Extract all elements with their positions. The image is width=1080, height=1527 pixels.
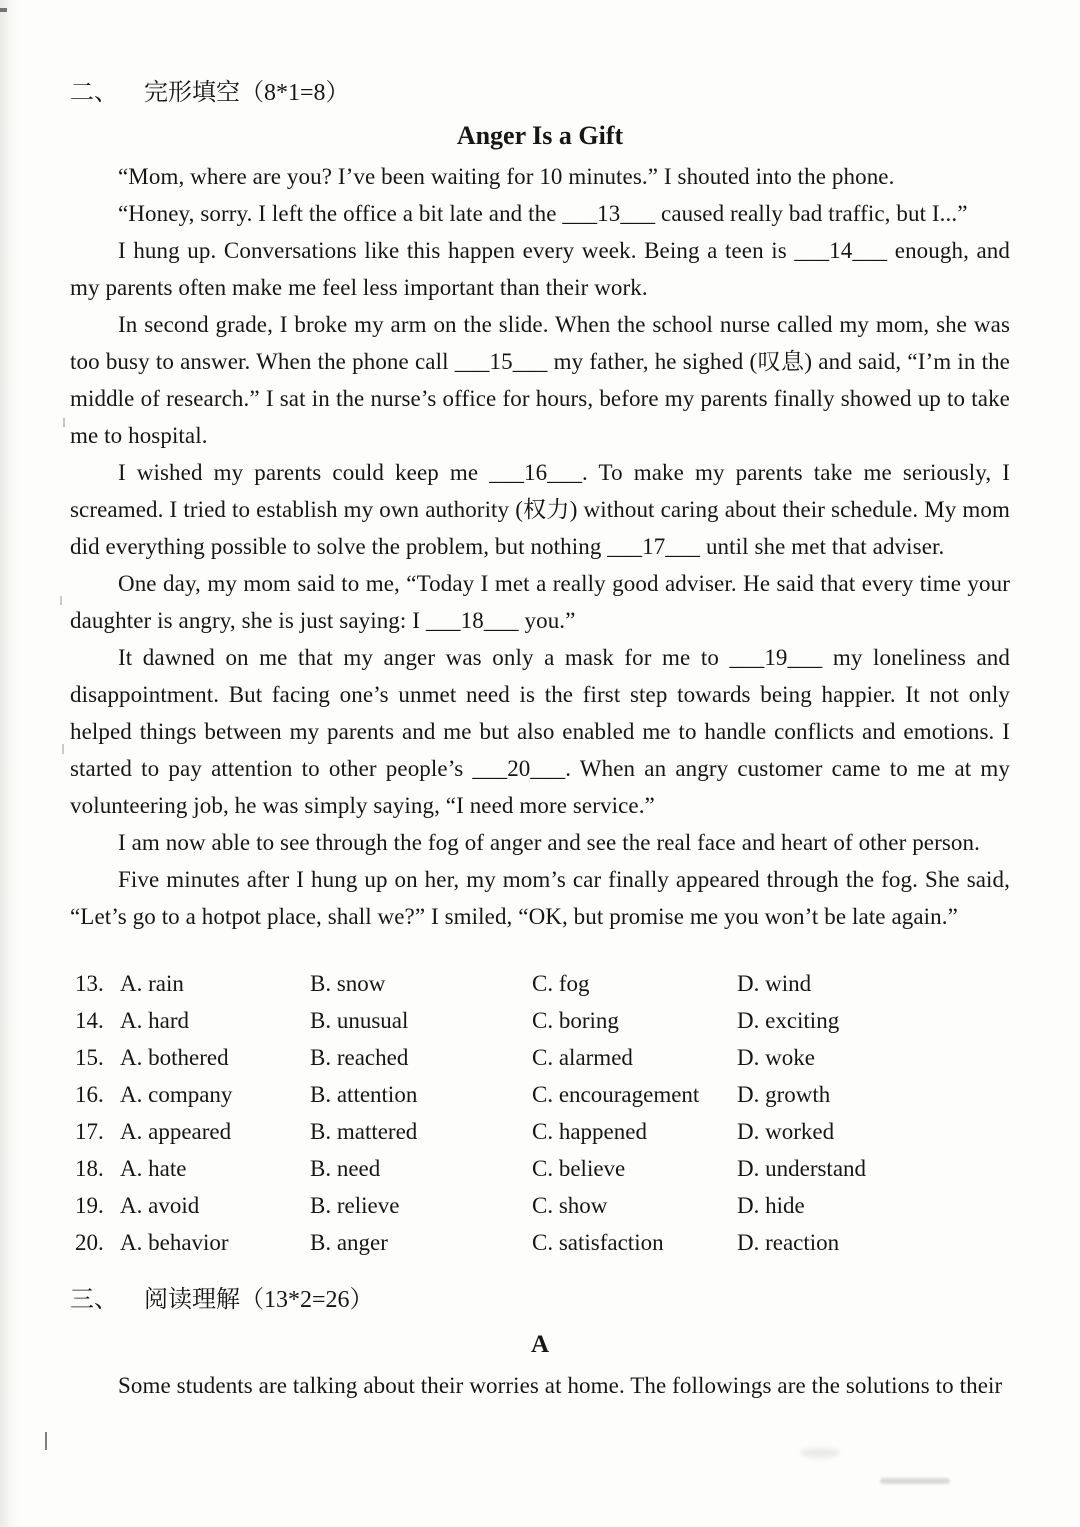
option-b: B. attention	[310, 1082, 418, 1107]
option-c: C. fog	[532, 971, 590, 996]
question-number: 14.	[75, 1008, 104, 1033]
option-a: A. appeared	[120, 1119, 232, 1144]
option-a: A. avoid	[120, 1193, 200, 1218]
option-c: C. boring	[532, 1008, 619, 1033]
option-b: B. need	[310, 1156, 381, 1181]
question-number: 20.	[75, 1230, 104, 1255]
passage-paragraph: Five minutes after I hung up on her, my mom’s car finally appeared through the fog. She said, “Let’s go to a hotpot place, shall we?” I smiled, “OK, but promise me you won’t be late again.”	[70, 867, 1010, 929]
option-a: A. company	[120, 1082, 233, 1107]
passage-paragraph: I am now able to see through the fog of anger and see the real face and heart of other person.	[118, 830, 980, 855]
question-row	[70, 1113, 1010, 1150]
reading-intro-paragraph: Some students are talking about their worries at home. The followings are the solutions to their	[118, 1373, 1003, 1398]
option-d: D. wind	[737, 971, 812, 996]
passage-title: Anger Is a Gift	[456, 121, 624, 150]
scan-artifact	[63, 418, 65, 427]
option-b: B. mattered	[310, 1119, 418, 1144]
option-c: C. alarmed	[532, 1045, 633, 1070]
option-d: D. exciting	[737, 1008, 840, 1033]
option-d: D. growth	[737, 1082, 831, 1107]
scan-smudge	[800, 1448, 840, 1458]
question-number: 15.	[75, 1045, 104, 1070]
option-c: C. satisfaction	[532, 1230, 664, 1255]
question-row	[70, 1224, 1010, 1261]
reading-passage-label: A	[530, 1331, 550, 1358]
question-number: 16.	[75, 1082, 104, 1107]
option-b: B. relieve	[310, 1193, 400, 1218]
cloze-section-header	[70, 76, 1010, 110]
question-number: 19.	[75, 1193, 104, 1218]
question-row	[70, 1002, 1010, 1039]
option-b: B. reached	[310, 1045, 409, 1070]
cloze-section-title: 完形填空（8*1=8）	[144, 80, 350, 106]
scan-smudge	[880, 1478, 950, 1484]
passage-paragraph: I hung up. Conversations like this happen every week. Being a teen is ___14___ enough, and my parents often make me feel less important than their work.	[70, 238, 1010, 300]
reading-section-title: 阅读理解（13*2=26）	[144, 1287, 374, 1313]
option-d: D. woke	[737, 1045, 815, 1070]
option-d: D. reaction	[737, 1230, 840, 1255]
scan-artifact	[62, 744, 64, 754]
option-a: A. rain	[120, 971, 184, 996]
question-row	[70, 965, 1010, 1002]
passage-paragraph: It dawned on me that my anger was only a mask for me to ___19___ my loneliness and disappointment. But facing one’s unmet need is the first step towards being happier. It not only helped things between my parents and me but also enabled me to handle conflicts and emotions. I started to pay attention to other people’s ___20___. When an angry customer came to me at my volunteering job, he was simply saying, “I need more service.”	[70, 645, 1010, 818]
question-row	[70, 1039, 1010, 1076]
passage-paragraph: “Mom, where are you? I’ve been waiting for 10 minutes.” I shouted into the phone.	[118, 164, 895, 189]
question-number: 18.	[75, 1156, 104, 1181]
option-d: D. worked	[737, 1119, 835, 1144]
option-a: A. bothered	[120, 1045, 229, 1070]
question-row	[70, 1150, 1010, 1187]
option-b: B. unusual	[310, 1008, 409, 1033]
question-number: 13.	[75, 971, 104, 996]
passage-paragraph: One day, my mom said to me, “Today I met a really good adviser. He said that every time your daughter is angry, she is just saying: I ___18___ you.”	[70, 571, 1010, 633]
question-row	[70, 1187, 1010, 1224]
option-c: C. show	[532, 1193, 608, 1218]
option-d: D. understand	[737, 1156, 867, 1181]
scan-artifact	[60, 596, 62, 605]
passage-paragraph: I wished my parents could keep me ___16___. To make my parents take me seriously, I screamed. I tried to establish my own authority (权力) without caring about their schedule. My mom did everything possible to solve the problem, but nothing ___17___ until she met that adviser.	[70, 460, 1010, 559]
option-a: A. behavior	[120, 1230, 229, 1255]
question-row	[70, 1076, 1010, 1113]
reading-section-number: 三、	[70, 1287, 118, 1313]
scan-artifact	[0, 8, 7, 12]
scan-artifact	[45, 1432, 47, 1450]
option-c: C. encouragement	[532, 1082, 700, 1107]
option-b: B. anger	[310, 1230, 388, 1255]
exam-page-content	[70, 76, 1010, 1404]
question-number: 17.	[75, 1119, 104, 1144]
cloze-section-number: 二、	[70, 80, 118, 106]
option-c: C. happened	[532, 1119, 647, 1144]
passage-paragraph: In second grade, I broke my arm on the slide. When the school nurse called my mom, she was too busy to answer. When the phone call ___15___ my father, he sighed (叹息) and said, “I’m in the middle of research.” I sat in the nurse’s office for hours, before my parents finally showed up to take me to hospital.	[70, 312, 1010, 448]
option-a: A. hate	[120, 1156, 187, 1181]
cloze-options-list	[70, 965, 1010, 1261]
passage-paragraph: “Honey, sorry. I left the office a bit late and the ___13___ caused really bad traffic, but I...”	[118, 201, 968, 226]
option-d: D. hide	[737, 1193, 805, 1218]
reading-section-header	[70, 1283, 1010, 1317]
option-a: A. hard	[120, 1008, 189, 1033]
option-c: C. believe	[532, 1156, 626, 1181]
option-b: B. snow	[310, 971, 386, 996]
